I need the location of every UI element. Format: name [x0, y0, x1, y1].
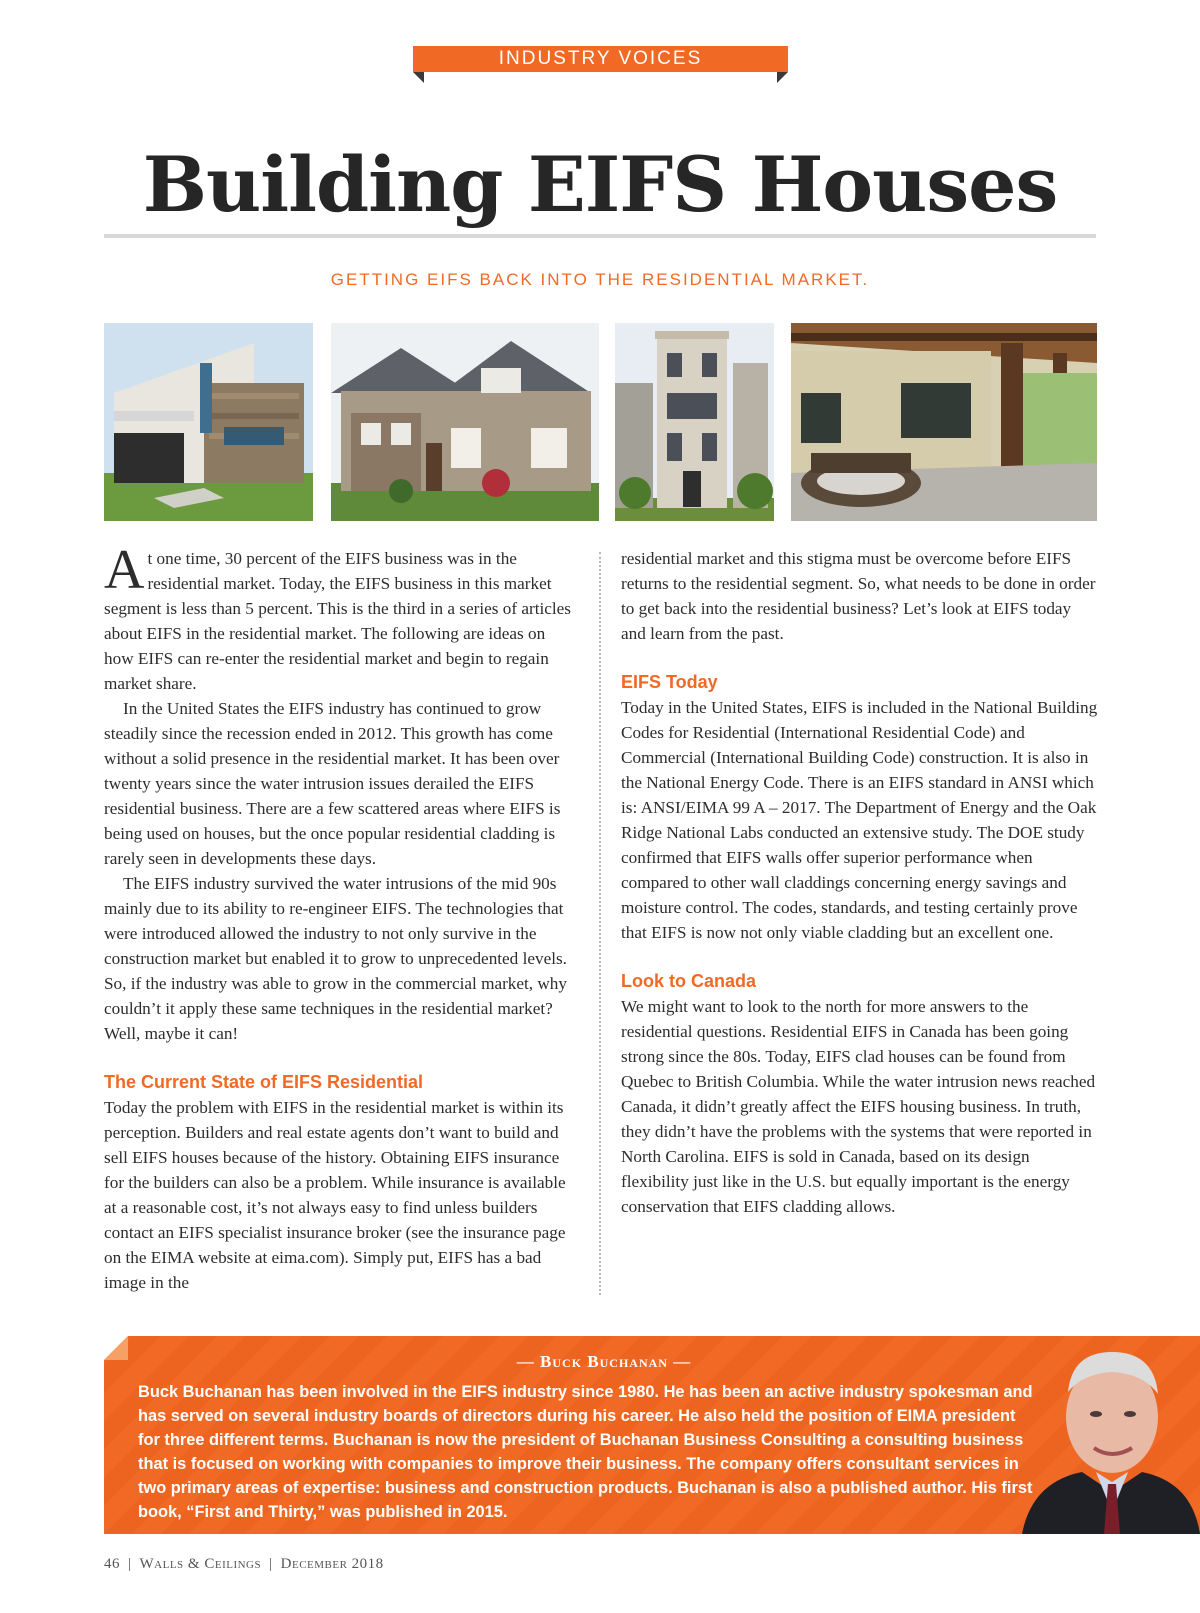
section-banner: INDUSTRY VOICES — [413, 46, 788, 72]
publication-name: Walls & Ceilings — [139, 1556, 262, 1572]
paragraph-perception: Today the problem with EIFS in the residential market is within its perception. Builders and real estate agents don’t want to build and sell EIFS houses because of the history. Obtaining EIFS insurance for the builders can also be a problem. While insurance is available at a reasonable cost, it’s not always easy to find unless builders contact an EIFS specialist insurance broker (see the insurance page on the EIMA website at eima.com). Simply put, EIFS has a bad image in the — [104, 1098, 566, 1292]
article-subtitle: GETTING EIFS BACK INTO THE RESIDENTIAL MARKET. — [330, 270, 870, 289]
heading-current-state: The Current State of EIFS Residential — [104, 1072, 424, 1092]
page-number: 46 — [104, 1556, 120, 1572]
drop-cap: A — [104, 539, 145, 601]
paragraph-growth: In the United States the EIFS industry has continued to grow steadily since the recession ended in 2012. This growth has come without a solid presence in the residential market. It has been over twenty years since the water intrusion issues derailed the EIFS residential business. There are a few scattered areas where EIFS is being used on houses, but the once popular residential cladding is rarely seen in developments these days. — [104, 699, 561, 868]
paragraph-intro: t one time, 30 percent of the EIFS business was in the residential market. Today, the EIFS business in this market segment is less than 5 percent. This is the third in a series of articles about EIFS in the residential market. The following are ideas on how EIFS can re-enter the residential market and begin to regain market share. — [104, 549, 571, 693]
article-title: Building EIFS Houses — [142, 140, 1058, 229]
paragraph-canada: We might want to look to the north for more answers to the residential questions. Residential EIFS in Canada has been going strong since the 80s. Today, EIFS clad houses can be found from Quebec to British Columbia. While the water intrusion news reached Canada, it didn’t greatly affect the EIFS housing business. In truth, they didn’t have the problems with the systems that were reported in North Carolina. EIFS is sold in Canada, based on its design flexibility just like in the U.S. but equally important is the energy conservation that EIFS cladding allows. — [621, 997, 1096, 1216]
modern-wood-house-photo — [104, 323, 313, 521]
article-column-right — [621, 546, 1099, 1219]
column-divider — [599, 552, 601, 1295]
banner-fold-left — [413, 72, 424, 83]
article-column-left — [104, 539, 576, 1295]
paragraph-eifs-today: Today in the United States, EIFS is included in the National Building Codes for Residential (International Residential Code) and Commercial (International Building Code) construction. It is also in the National Energy Code. There is an EIFS standard in ANSI which is: ANSI/EIMA 99 A – 2017. The Department of Energy and the Oak Ridge National Labs conducted an extensive study. The DOE study confirmed that EIFS walls offer superior performance when compared to other wall claddings concerning energy savings and moisture control. The codes, standards, and testing certainly prove that EIFS is now not only viable cladding but an excellent one. — [621, 698, 1098, 942]
author-name: — Buck Buchanan — — [516, 1352, 692, 1371]
banner-fold-right — [777, 72, 788, 83]
heading-eifs-today: EIFS Today — [621, 672, 718, 692]
narrow-townhouse-photo — [615, 323, 774, 521]
title-divider — [104, 234, 1096, 238]
author-bio-text: Buck Buchanan has been involved in the EIFS industry since 1980. He has been an active industry spokesman and has served on several industry boards of directors during his career. He also held the position of EIMA president for three different terms. Buchanan is now the president of Buchanan Business Consulting a consulting business that is focused on working with companies to improve their business. The company offers consultant services in two primary areas of expertise: business and construction products. Buchanan is also a published author. His first book, “First and Thirty,” was published in 2015. — [138, 1383, 1033, 1521]
paragraph-survival: The EIFS industry survived the water intrusions of the mid 90s mainly due to its ability to re-engineer EIFS. The technologies that were introduced allowed the industry to not only survive in the construction market but enabled it to grow to unprecedented levels. So, if the industry was able to grow in the commercial market, why couldn’t it apply these same techniques in the residential market? Well, maybe it can! — [104, 874, 567, 1043]
porch-with-wicker-chair-photo — [791, 323, 1097, 521]
paragraph-perception-continued: residential market and this stigma must be overcome before EIFS returns to the residential segment. So, what needs to be done in order to get back into the residential business? Let’s look at EIFS today and learn from the past. — [621, 549, 1096, 643]
heading-look-to-canada: Look to Canada — [621, 971, 757, 991]
stone-suburban-house-photo — [331, 323, 599, 521]
author-portrait-photo — [1012, 1322, 1200, 1534]
issue-date: December 2018 — [280, 1556, 384, 1572]
page-footer: 46 | Walls & Ceilings | December 2018 — [104, 1556, 384, 1572]
